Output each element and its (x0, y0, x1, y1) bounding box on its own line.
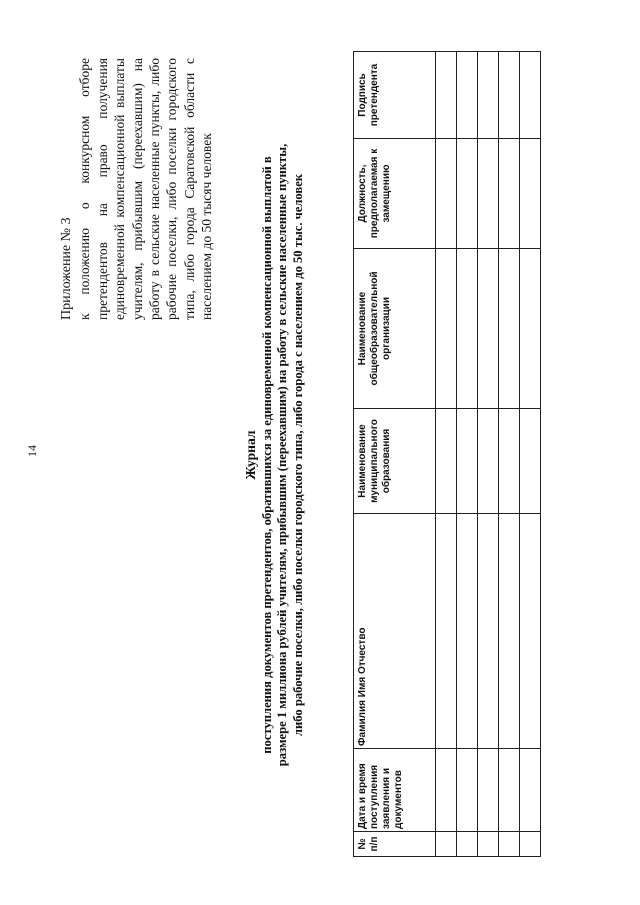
table-cell (436, 749, 457, 832)
table-cell (499, 52, 520, 139)
journal-title: Журнал (243, 430, 258, 480)
table-cell (520, 514, 541, 749)
table-cell (499, 832, 520, 857)
registration-table (353, 51, 541, 857)
journal-line: поступления документов претендентов, обратившихся за единовременной компенсационной выплатой в (259, 156, 274, 754)
table-cell (499, 749, 520, 832)
appendix-title: Приложение № 3 (59, 217, 74, 320)
table-cell (478, 749, 499, 832)
col-header-position: Должность, предполагаемая к замещению (354, 139, 436, 249)
table-cell (478, 514, 499, 749)
page-number: 14 (25, 445, 39, 457)
table-cell (457, 832, 478, 857)
col-header-school: Наименование общеобразовательной организации (354, 249, 436, 409)
table-cell (436, 249, 457, 409)
table-row (499, 52, 520, 857)
table-cell (457, 249, 478, 409)
table-cell (499, 139, 520, 249)
col-header-number: № п/п (354, 832, 436, 857)
table-cell (457, 749, 478, 832)
table-header-row (354, 52, 436, 857)
table-cell (478, 249, 499, 409)
table-cell (436, 52, 457, 139)
table-cell (478, 139, 499, 249)
table-row (436, 52, 457, 857)
table-cell (457, 409, 478, 514)
table-row (520, 52, 541, 857)
col-header-municipality: Наименование муниципального образования (354, 409, 436, 514)
table-cell (436, 832, 457, 857)
journal-line: размере 1 миллиона рублей учителям, прибывшим (переехавшим) на работу в сельские населенные пункты, (275, 143, 290, 767)
table-cell (457, 139, 478, 249)
table-cell (457, 514, 478, 749)
col-header-date: Дата и время поступления заявления и документов (354, 749, 436, 832)
appendix-block (58, 58, 216, 320)
appendix-body: к положению о конкурсном отборе претендентов на право получения единовременной компенсационной выплаты учителям, прибывшим (переехавшим) на работу в сельские населенные пункты, либо рабочие поселки, либо поселки городского типа, либо города Саратовской области с населением до 50 тысяч человек (77, 58, 215, 320)
table-cell (520, 749, 541, 832)
table-cell (520, 139, 541, 249)
table-cell (499, 514, 520, 749)
table-cell (520, 409, 541, 514)
table-cell (436, 514, 457, 749)
table-cell (499, 249, 520, 409)
col-header-fullname: Фамилия Имя Отчество (354, 514, 436, 749)
table-cell (478, 832, 499, 857)
journal-heading (243, 60, 306, 850)
table-cell (478, 52, 499, 139)
table-row (457, 52, 478, 857)
table-cell (520, 249, 541, 409)
table-cell (520, 52, 541, 139)
table-cell (436, 139, 457, 249)
table-cell (478, 409, 499, 514)
table-cell (520, 832, 541, 857)
table-cell (499, 409, 520, 514)
table-body (436, 52, 541, 857)
table-row (478, 52, 499, 857)
col-header-signature: Подпись претендента (354, 52, 436, 139)
journal-line: либо рабочие поселки, либо поселки городского типа, либо города с населением до 50 тыс. человек (290, 173, 305, 737)
table-cell (436, 409, 457, 514)
table-cell (457, 52, 478, 139)
